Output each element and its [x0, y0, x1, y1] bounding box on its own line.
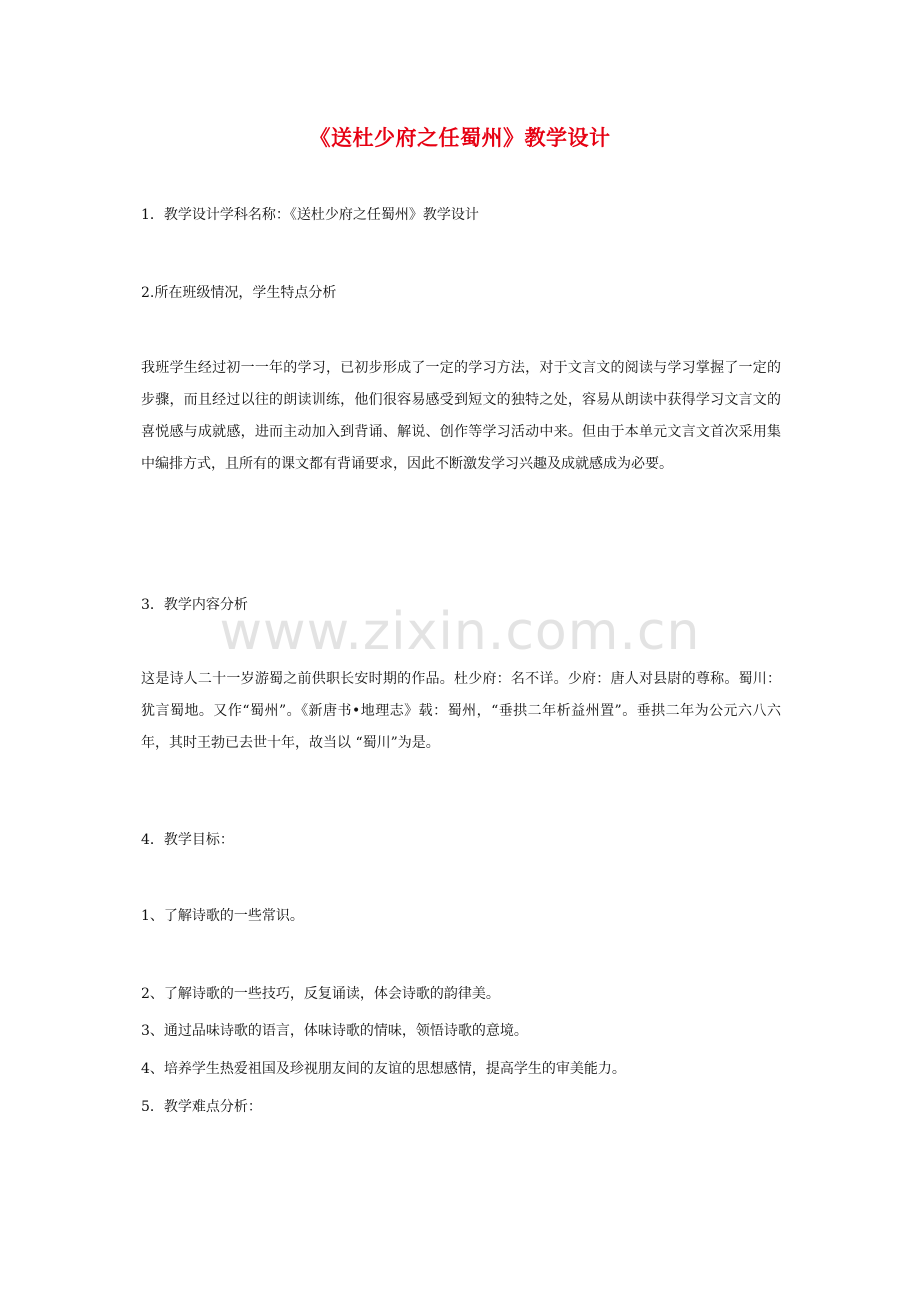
document-title: 《送杜少府之任蜀州》教学设计	[309, 126, 611, 150]
class-analysis-paragraph: 我班学生经过初一一年的学习，已初步形成了一定的学习方法，对于文言文的阅读与学习掌握了一定的步骤，而且经过以往的朗读训练，他们很容易感受到短文的独特之处，容易从朗读中获得学习文言文的喜悦感与成就感，进而主动加入到背诵、解说、创作等学习活动中来。但由于本单元文言文首次采用集中编排方式，且所有的课文都有背诵要求，因此不断激发学习兴趣及成就感成为必要。	[141, 360, 781, 472]
section-1-heading: 1．教学设计学科名称：《送杜少府之任蜀州》教学设计	[141, 207, 479, 223]
section-2-heading: 2.所在班级情况，学生特点分析	[141, 285, 337, 301]
watermark: www.zixin.com.cn	[219, 602, 701, 662]
goal-item-2: 2、了解诗歌的一些技巧，反复诵读，体会诗歌的韵律美。	[141, 986, 500, 1002]
goal-item-4: 4、培养学生热爱祖国及珍视朋友间的友谊的思想感情，提高学生的审美能力。	[141, 1061, 626, 1077]
content-analysis-paragraph: 这是诗人二十一岁游蜀之前供职长安时期的作品。杜少府：名不详。少府：唐人对县尉的尊称。蜀川：犹言蜀地。又作“蜀州”。《新唐书•地理志》载：蜀州，“垂拱二年析益州置”。垂拱二年为公元六八六年，其时王勃已去世十年，故当以 “蜀川”为是。	[141, 671, 781, 751]
goal-item-1: 1、了解诗歌的一些常识。	[141, 908, 304, 924]
section-5-heading: 5．教学难点分析：	[141, 1099, 262, 1115]
section-3-heading: 3．教学内容分析	[141, 597, 248, 613]
section-4-heading: 4．教学目标：	[141, 832, 234, 848]
goal-item-3: 3、通过品味诗歌的语言，体味诗歌的情味，领悟诗歌的意境。	[141, 1023, 528, 1039]
